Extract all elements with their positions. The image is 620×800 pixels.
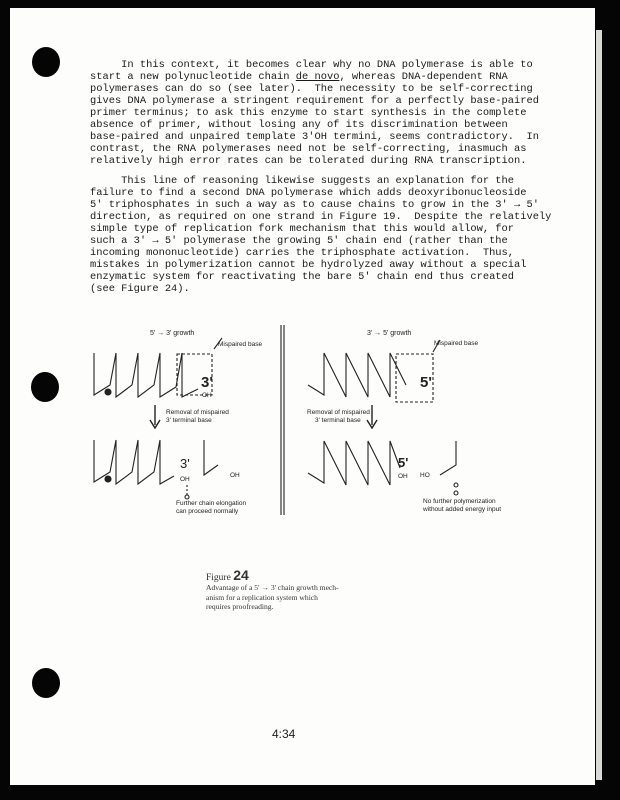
paragraph-1-line: base-paired and unpaired template 3'OH termini, seems contradictory. In (90, 131, 539, 144)
left-bottom-oh: OH (180, 476, 190, 483)
paragraph-1-line: polymerases can do so (see later). The necessity to be self-correcting (90, 83, 533, 96)
punch-hole-top (32, 47, 60, 77)
figure-label: Figure 24 (206, 567, 249, 583)
figure-number: 24 (233, 567, 249, 583)
left-removal-label-2: 3' terminal base (166, 417, 212, 424)
left-result-label-2: can proceed normally (176, 508, 239, 515)
paragraph-2-line: failure to find a second DNA polymerase which adds deoxyribonucleoside (90, 187, 527, 200)
de-novo-emphasis: de novo (295, 71, 340, 84)
right-bottom-ho: HO (420, 472, 430, 479)
paragraph-1-line: gives DNA polymerase a stringent requirement for a perfectly base-paired (90, 95, 539, 108)
page-edge (596, 30, 602, 780)
figure-caption (206, 567, 406, 612)
paragraph-2-line: mistakes in polymerization cannot be hydrolyzed away without a special (90, 259, 527, 272)
paragraph-2-line: enzymatic system for reactivating the bare 5' chain end thus created (90, 271, 515, 284)
punch-hole-middle (31, 372, 59, 402)
right-mispaired-label: Mispaired base (434, 340, 479, 347)
right-bottom-5prime: 5' (398, 455, 409, 470)
left-mispaired-label: Mispaired base (218, 341, 263, 348)
paragraph-2-line: (see Figure 24). (90, 283, 190, 296)
figure-24-diagram (80, 325, 530, 525)
right-removal-label-2: 3' terminal base (315, 417, 361, 424)
right-top-5prime: 5' (420, 374, 432, 391)
right-growth-label: 3' → 5' growth (367, 330, 412, 337)
paragraph-2-line: such a 3' → 5' polymerase the growing 5' chain end (rather than the (90, 235, 508, 248)
paragraph-1-line: contrast, the RNA polymerases need not be self-correcting, inasmuch as (90, 143, 527, 156)
left-top-3prime: 3' (201, 374, 213, 391)
right-bottom-oh: OH (398, 473, 408, 480)
left-top-oh: OH (202, 392, 212, 399)
paragraph-2-line: simple type of replication fork mechanism that this would allow, for (90, 223, 515, 236)
paragraph-1 (90, 59, 539, 168)
paragraph-1-line: primer terminus; to ask this enzyme to start synthesis in the complete (90, 107, 527, 120)
caption-line: anism for a replication system which (206, 592, 318, 602)
right-result-label-2: without added energy input (423, 506, 502, 513)
paragraph-1-line: In this context, it becomes clear why no DNA polymerase is able to (90, 59, 533, 71)
right-result-label-1: No further polymerization (423, 498, 496, 505)
caption-line: Advantage of a 5' → 3' chain growth mech- (206, 583, 339, 592)
page-number: 4:34 (272, 727, 296, 741)
paragraph-2-line: incoming mononucleotide) carries the triphosphate activation. Thus, (90, 247, 515, 260)
paragraph-1-line: start a new polynucleotide chain de novo, whereas DNA-dependent RNA (90, 71, 508, 84)
paragraph-2 (90, 175, 552, 296)
paragraph-2-line: This line of reasoning likewise suggests an explanation for the (90, 175, 515, 187)
caption-line: requires proofreading. (206, 602, 274, 612)
left-result-label-1: Further chain elongation (176, 500, 247, 507)
left-bottom-strand (94, 440, 218, 499)
paragraph-1-line: relatively high error rates can be tolerated during RNA transcription. (90, 155, 527, 168)
left-growth-label: 5' → 3' growth (150, 330, 195, 337)
paragraph-1-line: absence of primer, without losing any of its discrimination between (90, 119, 508, 132)
punch-hole-bottom (32, 668, 60, 698)
left-bottom-3prime: 3' (180, 456, 190, 471)
paragraph-2-line: direction, as required on one strand in Figure 19. Despite the relatively (90, 211, 552, 224)
paragraph-2-line: 5' triphosphates in such a way as to cause chains to grow in the 3' → 5' (90, 199, 539, 212)
left-bottom-oh-2: OH (230, 472, 240, 479)
left-removal-label-1: Removal of mispaired (166, 409, 229, 416)
right-top-strand (308, 340, 440, 402)
right-bottom-strand (308, 441, 458, 495)
right-removal-label-1: Removal of mispaired (307, 409, 370, 416)
